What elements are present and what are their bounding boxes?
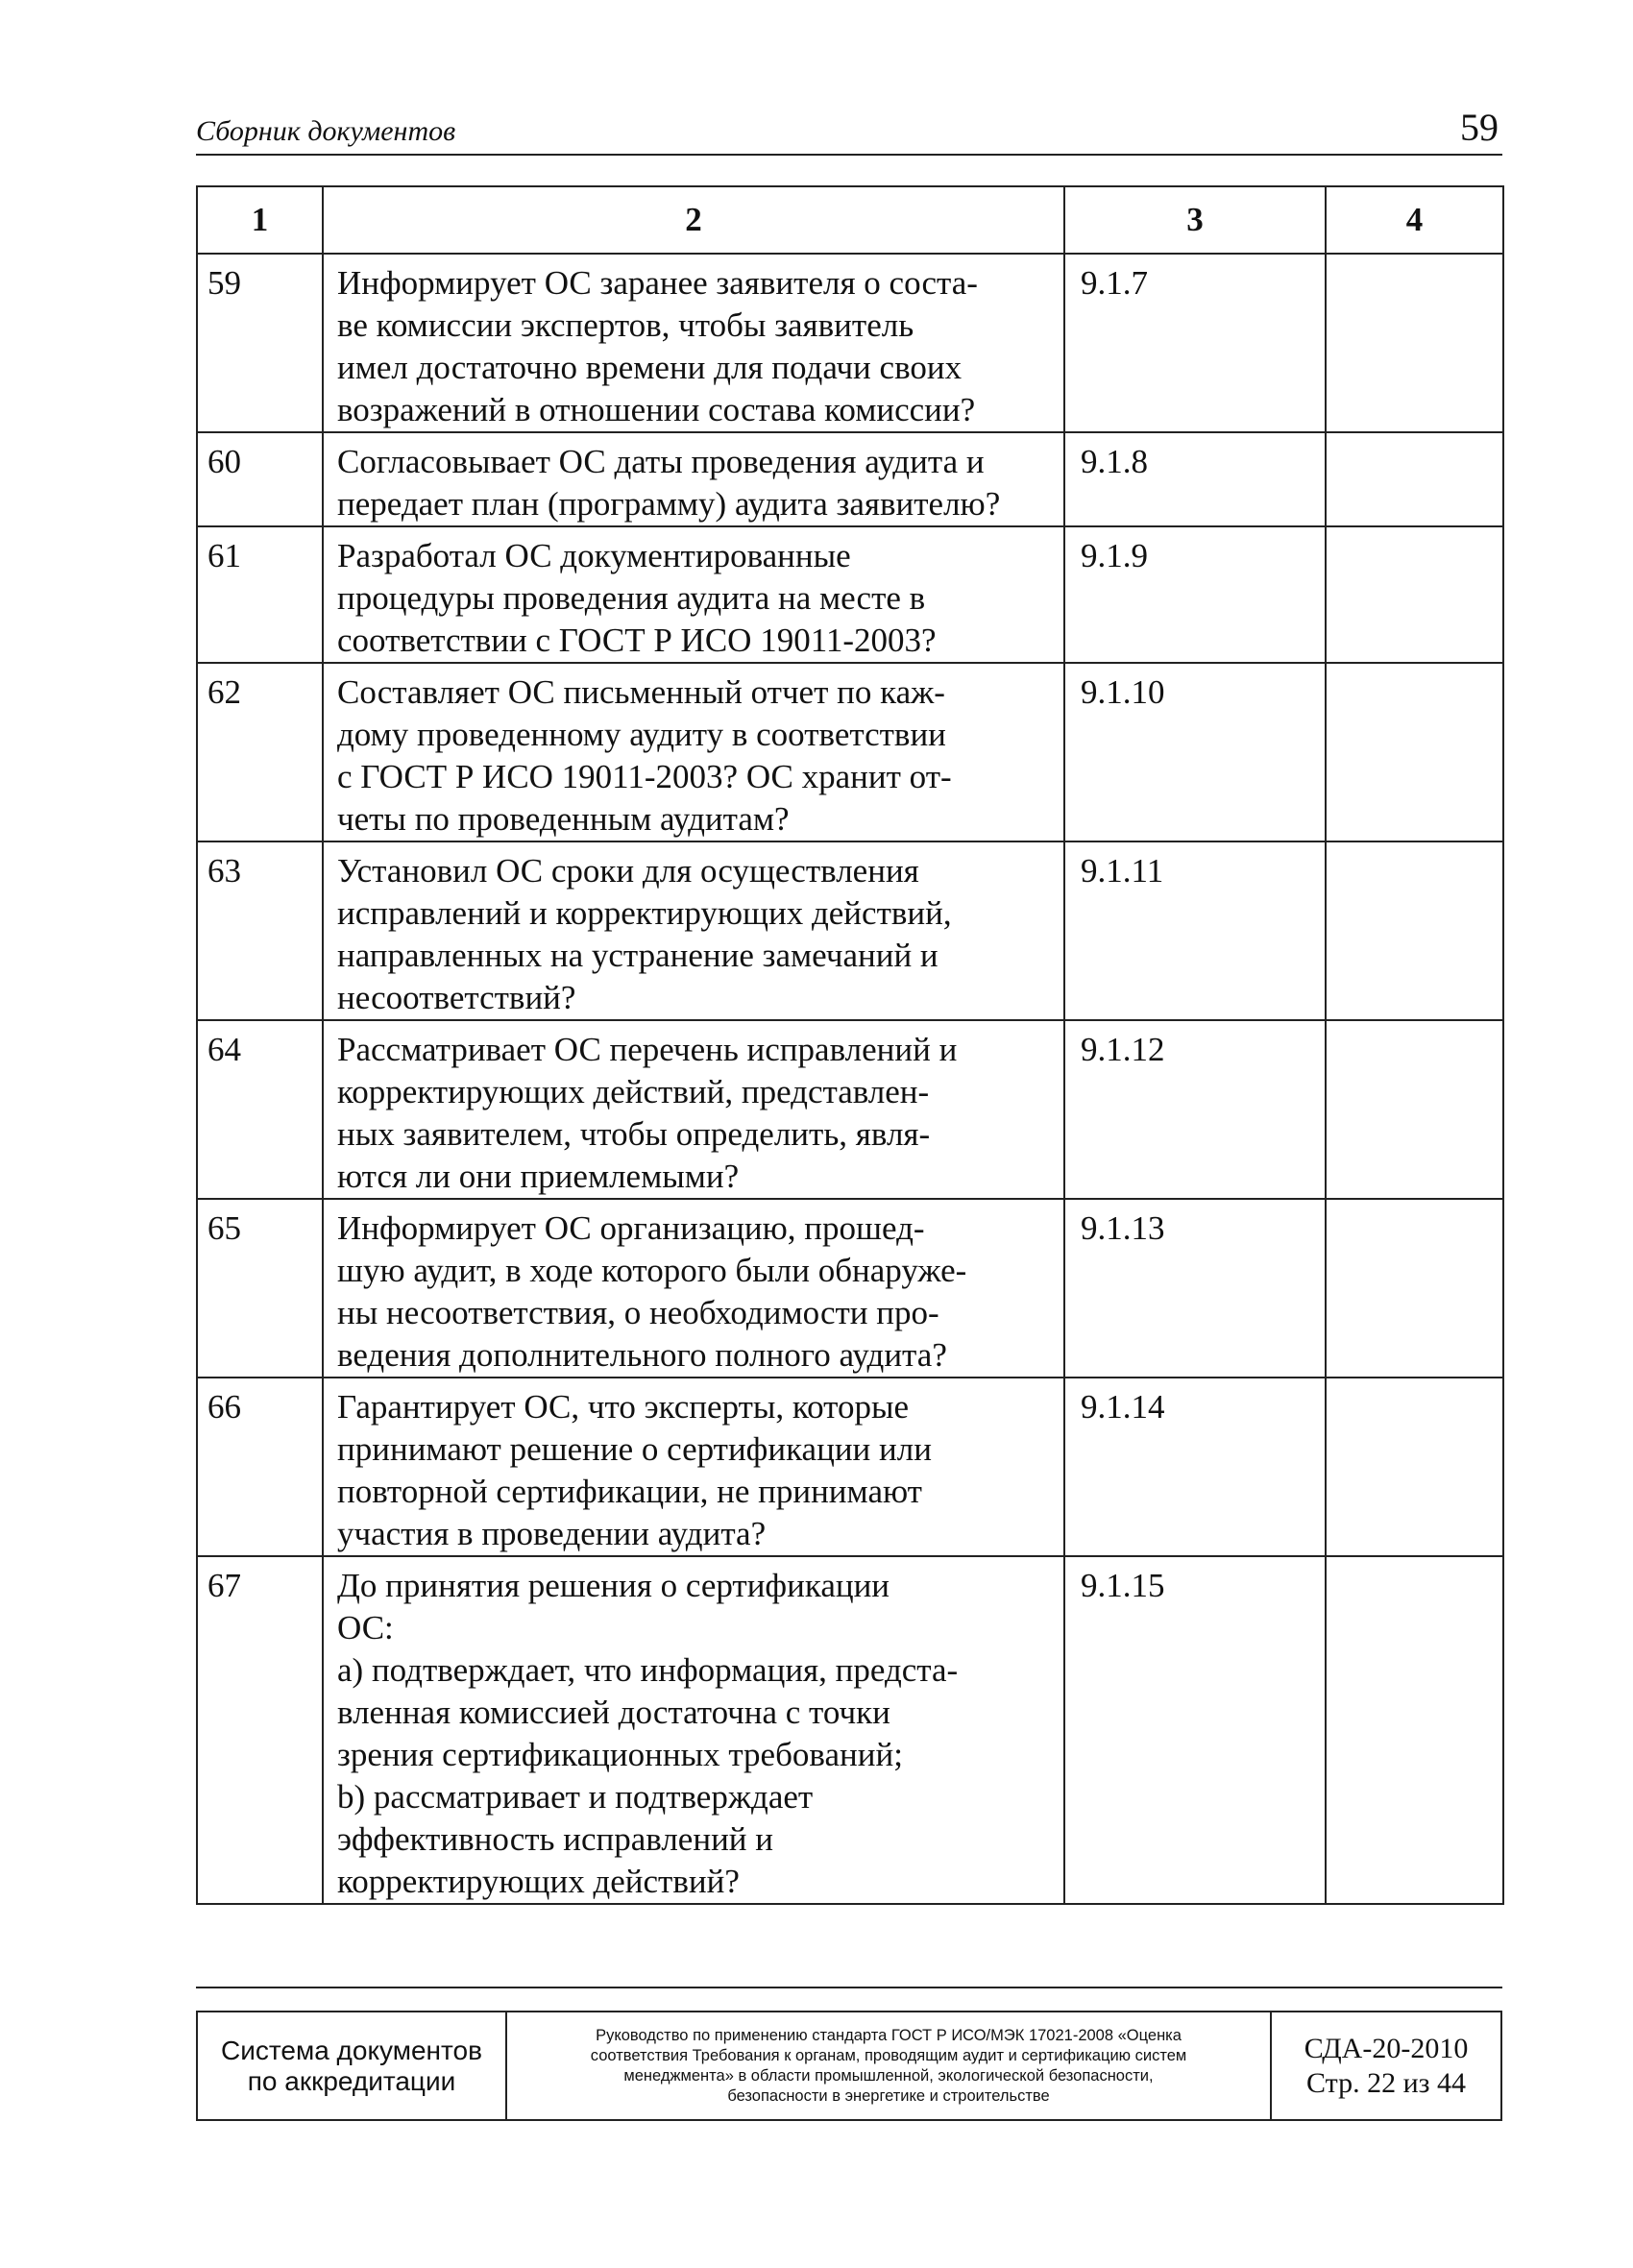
- requirement-text: [323, 1378, 1064, 1556]
- row-number: 65: [197, 1199, 323, 1378]
- assessment-cell: [1326, 1378, 1503, 1556]
- requirement-line: направленных на устранение замечаний и: [337, 937, 938, 974]
- row-number: 61: [197, 526, 323, 663]
- row-number: 63: [197, 841, 323, 1020]
- requirement-line: эффективность исправлений и: [337, 1820, 774, 1858]
- page-number: 59: [1460, 106, 1499, 149]
- requirement-line: Разработал ОС документированные: [337, 537, 851, 574]
- requirement-line: процедуры проведения аудита на месте в: [337, 579, 926, 617]
- footer-description: [507, 2012, 1272, 2119]
- column-header: 3: [1064, 186, 1326, 254]
- requirement-line: ве комиссии экспертов, чтобы заявитель: [337, 306, 914, 344]
- requirement-line: повторной сертификации, не принимают: [337, 1473, 922, 1510]
- requirement-text: [323, 841, 1064, 1020]
- requirement-line: Согласовывает ОС даты проведения аудита и: [337, 443, 985, 480]
- table-row: [197, 254, 1503, 432]
- requirement-line: Гарантирует ОС, что эксперты, которые: [337, 1388, 910, 1426]
- row-number: 66: [197, 1378, 323, 1556]
- requirement-text: [323, 254, 1064, 432]
- table-row: [197, 1020, 1503, 1199]
- clause-reference: 9.1.9: [1064, 526, 1326, 663]
- clause-reference: 9.1.12: [1064, 1020, 1326, 1199]
- requirement-line: шую аудит, в ходе которого были обнаруже-: [337, 1252, 967, 1289]
- footer-description-line: Руководство по применению стандарта ГОСТ Р ИСО/МЭК 17021-2008 «Оценка: [596, 2026, 1182, 2044]
- column-header: 4: [1326, 186, 1503, 254]
- footer-page-info: Стр. 22 из 44: [1306, 2066, 1466, 2099]
- requirement-line: ОС:: [337, 1609, 394, 1646]
- table-header-row: [197, 186, 1503, 254]
- requirement-line: b) рассматривает и подтверждает: [337, 1778, 814, 1816]
- table-row: [197, 663, 1503, 841]
- requirement-line: ведения дополнительного полного аудита?: [337, 1336, 947, 1374]
- footer-description-line: менеджмента» в области промышленной, экологической безопасности,: [623, 2066, 1154, 2085]
- footer-doc-info: [1272, 2012, 1500, 2119]
- requirement-line: несоответствий?: [337, 979, 576, 1016]
- footer-system: [198, 2012, 507, 2119]
- requirement-text: [323, 1020, 1064, 1199]
- requirement-line: Информирует ОС организацию, прошед-: [337, 1209, 925, 1247]
- footer-description-line: безопасности в энергетике и строительстве: [727, 2086, 1050, 2105]
- row-number: 60: [197, 432, 323, 526]
- row-number: 64: [197, 1020, 323, 1199]
- requirement-text: [323, 432, 1064, 526]
- running-header: [196, 108, 1502, 156]
- table-row: [197, 841, 1503, 1020]
- footer-system-line: по аккредитации: [247, 2065, 456, 2096]
- assessment-cell: [1326, 841, 1503, 1020]
- assessment-cell: [1326, 1556, 1503, 1904]
- requirement-line: зрения сертификационных требований;: [337, 1736, 903, 1773]
- assessment-cell: [1326, 254, 1503, 432]
- assessment-cell: [1326, 1199, 1503, 1378]
- table-row: [197, 1556, 1503, 1904]
- requirement-line: исправлений и корректирующих действий,: [337, 894, 952, 932]
- clause-reference: 9.1.7: [1064, 254, 1326, 432]
- footer-rule: [196, 1987, 1502, 1988]
- requirement-line: принимают решение о сертификации или: [337, 1430, 932, 1468]
- requirement-line: имел достаточно времени для подачи своих: [337, 349, 963, 386]
- row-number: 59: [197, 254, 323, 432]
- table-row: [197, 1378, 1503, 1556]
- requirement-text: [323, 663, 1064, 841]
- requirement-line: с ГОСТ Р ИСО 19011-2003? ОС хранит от-: [337, 758, 952, 795]
- requirement-line: дому проведенному аудиту в соответствии: [337, 716, 946, 753]
- requirement-line: ются ли они приемлемыми?: [337, 1158, 740, 1195]
- requirement-line: ны несоответствия, о необходимости про-: [337, 1294, 939, 1331]
- footer-doc-code: СДА-20-2010: [1304, 2032, 1469, 2064]
- requirement-line: корректирующих действий?: [337, 1863, 740, 1900]
- clause-reference: 9.1.8: [1064, 432, 1326, 526]
- checklist-table: [196, 185, 1504, 1905]
- requirement-line: ных заявителем, чтобы определить, явля-: [337, 1115, 931, 1153]
- footer-description-line: соответствия Требования к органам, проводящим аудит и сертификацию систем: [590, 2046, 1187, 2064]
- row-number: 67: [197, 1556, 323, 1904]
- assessment-cell: [1326, 432, 1503, 526]
- clause-reference: 9.1.15: [1064, 1556, 1326, 1904]
- requirement-line: вленная комиссией достаточна с точки: [337, 1694, 890, 1731]
- document-footer: [196, 2011, 1502, 2121]
- requirement-text: [323, 526, 1064, 663]
- clause-reference: 9.1.11: [1064, 841, 1326, 1020]
- requirement-line: корректирующих действий, представлен-: [337, 1073, 930, 1110]
- requirement-line: участия в проведении аудита?: [337, 1515, 767, 1552]
- requirement-line: Установил ОС сроки для осуществления: [337, 852, 919, 890]
- clause-reference: 9.1.13: [1064, 1199, 1326, 1378]
- requirement-text: [323, 1556, 1064, 1904]
- assessment-cell: [1326, 526, 1503, 663]
- clause-reference: 9.1.14: [1064, 1378, 1326, 1556]
- requirement-line: передает план (программу) аудита заявителю?: [337, 485, 1001, 523]
- requirement-text: [323, 1199, 1064, 1378]
- requirement-line: До принятия решения о сертификации: [337, 1567, 890, 1604]
- requirement-line: Рассматривает ОС перечень исправлений и: [337, 1031, 958, 1068]
- collection-title: Сборник документов: [196, 115, 456, 147]
- assessment-cell: [1326, 1020, 1503, 1199]
- table-row: [197, 526, 1503, 663]
- requirement-line: четы по проведенным аудитам?: [337, 800, 790, 838]
- column-header: 2: [323, 186, 1064, 254]
- table-row: [197, 1199, 1503, 1378]
- requirement-line: соответствии с ГОСТ Р ИСО 19011-2003?: [337, 622, 937, 659]
- requirement-line: возражений в отношении состава комиссии?: [337, 391, 976, 428]
- footer-system-line: Система документов: [221, 2035, 482, 2065]
- requirement-line: Информирует ОС заранее заявителя о соста-: [337, 264, 978, 302]
- column-header: 1: [197, 186, 323, 254]
- clause-reference: 9.1.10: [1064, 663, 1326, 841]
- table-row: [197, 432, 1503, 526]
- assessment-cell: [1326, 663, 1503, 841]
- table-body: [197, 254, 1503, 1904]
- requirement-line: а) подтверждает, что информация, предста-: [337, 1651, 959, 1689]
- row-number: 62: [197, 663, 323, 841]
- requirement-line: Составляет ОС письменный отчет по каж-: [337, 673, 945, 711]
